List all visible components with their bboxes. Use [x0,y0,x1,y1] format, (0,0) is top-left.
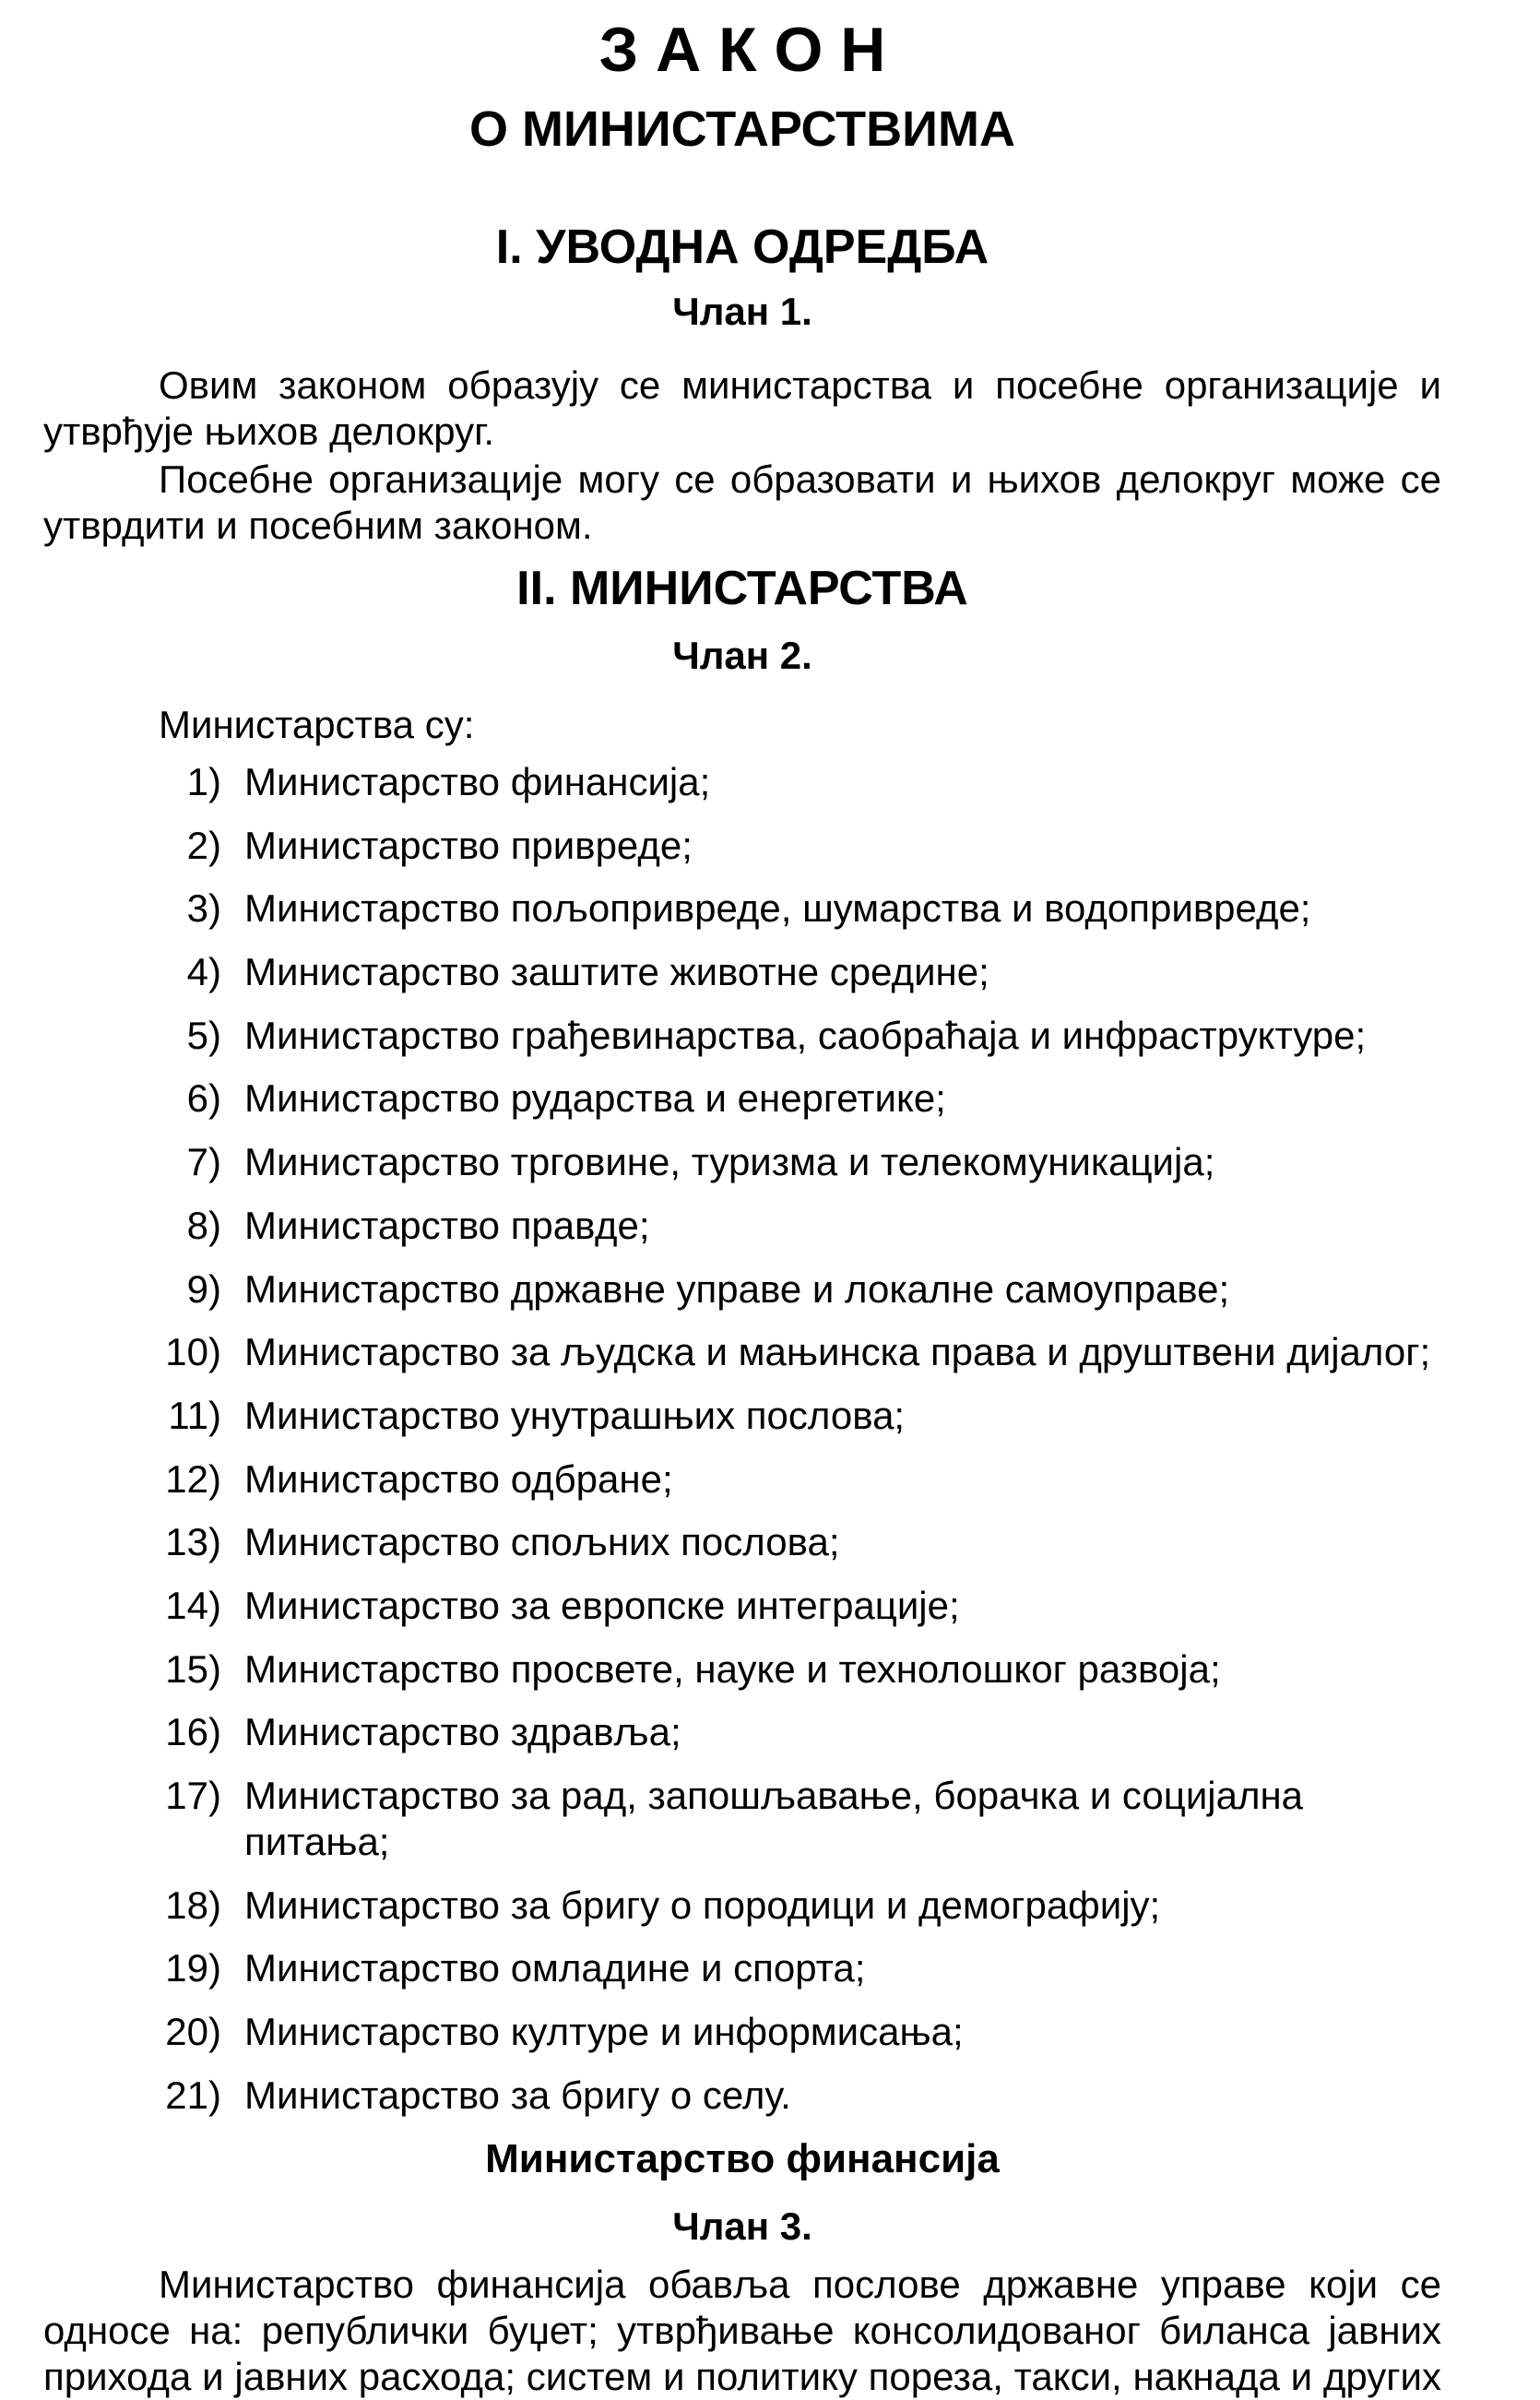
list-item-text: Министарство пољопривреде, шумарства и водопривреде; [244,886,1311,931]
list-item-text: Министарство заштите животне средине; [244,950,989,994]
list-item-number: 10) [165,1330,221,1374]
list-item-number: 16) [165,1710,221,1754]
article-3-paragraph-1 [43,2262,1441,2400]
list-item [43,949,1441,995]
list-item-text: Министарство здравља; [244,1710,681,1754]
list-item-text: Министарство за европске интеграције; [244,1583,960,1627]
list-item-text: Министарство просвете, науке и технолошког развоја; [244,1646,1221,1691]
list-item-number: 6) [186,1076,221,1121]
list-item-text: Министарство рударства и енергетике; [244,1076,946,1121]
list-item-number: 5) [186,1013,221,1057]
list-item [43,1266,1441,1313]
list-item [43,1456,1441,1503]
list-item [43,2073,1441,2119]
list-item-number: 21) [165,2073,221,2117]
list-item [43,2009,1441,2055]
list-item-text: Министарство трговине, туризма и телекомуникација; [244,1140,1215,1184]
list-item [43,1139,1441,1185]
article-1-heading: Члан 1. [672,290,812,333]
list-item-number: 7) [186,1140,221,1184]
list-item [43,1646,1441,1693]
paragraph-line: Министарство финансија обавља послове државне управе који се [159,2263,1441,2307]
list-item-number: 8) [186,1203,221,1247]
ministries-list [43,759,1441,2119]
list-item [43,1709,1441,1755]
list-item-number: 2) [186,823,221,867]
list-item [43,1519,1441,1565]
list-item-text: Министарство за бригу о породици и демографију; [244,1883,1161,1927]
article-1-paragraph-2 [43,457,1441,549]
page [0,15,1540,2399]
list-item-text: Министарство омладине и спорта; [244,1946,866,1990]
list-item-number: 13) [165,1520,221,1564]
law-subject: О МИНИСТАРСТВИМА [469,101,1015,157]
list-item [43,1393,1441,1439]
list-item-text: Министарство привреде; [244,823,693,867]
list-item-number: 4) [186,950,221,994]
ministries-intro: Министарства су: [159,703,475,746]
list-item-number: 12) [165,1456,221,1501]
paragraph-line: утврђује њихов делокруг. [43,410,495,453]
list-item [43,1203,1441,1249]
list-item [43,885,1441,932]
list-item-number: 14) [165,1583,221,1627]
list-item [43,1583,1441,1629]
list-item-number: 9) [186,1266,221,1311]
article-1-paragraph-1 [43,362,1441,455]
section-1-heading: I. УВОДНА ОДРЕДБА [495,220,989,274]
list-item [43,1773,1441,1865]
list-item [43,823,1441,869]
list-item-text: Министарство правде; [244,1203,650,1247]
list-item-number: 19) [165,1946,221,1990]
list-item [43,1329,1441,1375]
list-item [43,1883,1441,1929]
article-2-heading: Члан 2. [672,634,812,677]
list-item-number: 18) [165,1883,221,1927]
list-item [43,1013,1441,1059]
list-item-text: Министарство за рад, запошљавање, борачка и социјална питања; [244,1774,1304,1863]
article-3-heading: Члан 3. [672,2204,812,2249]
list-item-text: Министарство грађевинарства, саобраћаја и инфраструктуре; [244,1013,1367,1057]
document-page [0,15,1540,2400]
list-item [43,1075,1441,1122]
list-item-text: Министарство за људска и мањинска права и друштвени дијалог; [244,1330,1431,1374]
list-item-number: 17) [165,1774,221,1817]
ministry-finance-heading: Министарство финансија [485,2136,1000,2182]
list-item-text: Министарство финансија; [244,760,711,803]
section-2-heading: II. МИНИСТАРСТВА [516,562,968,615]
list-item-text: Министарство државне управе и локалне самоуправе; [244,1266,1230,1311]
list-item-text: Министарство унутрашњих послова; [244,1393,906,1437]
list-item-text: Министарство за бригу о селу. [244,2073,791,2117]
list-item-text: Министарство одбране; [244,1456,673,1501]
paragraph-line: Овим законом образују се министарства и посебне организације и [159,363,1441,407]
law-title: З А К О Н [598,15,886,85]
list-item-text: Министарство спољних послова; [244,1520,840,1564]
list-item [43,1945,1441,1991]
paragraph-line: прихода и јавних расхода; систем и политику пореза, такси, накнада и других [43,2355,1441,2399]
list-item-number: 15) [165,1646,221,1691]
paragraph-line: утврдити и посебним законом. [43,504,593,547]
paragraph-line: односе на: републички буџет; утврђивање консолидованог биланса јавних [43,2309,1441,2353]
list-item-number: 3) [186,886,221,931]
list-item-text: Министарство културе и информисања; [244,2010,964,2054]
paragraph-line: Посебне организације могу се образовати и њихов делокруг може се [159,457,1441,501]
list-item-number: 11) [168,1393,221,1437]
list-item-number: 1) [186,760,221,803]
list-item-number: 20) [165,2010,221,2054]
list-item [43,759,1441,805]
